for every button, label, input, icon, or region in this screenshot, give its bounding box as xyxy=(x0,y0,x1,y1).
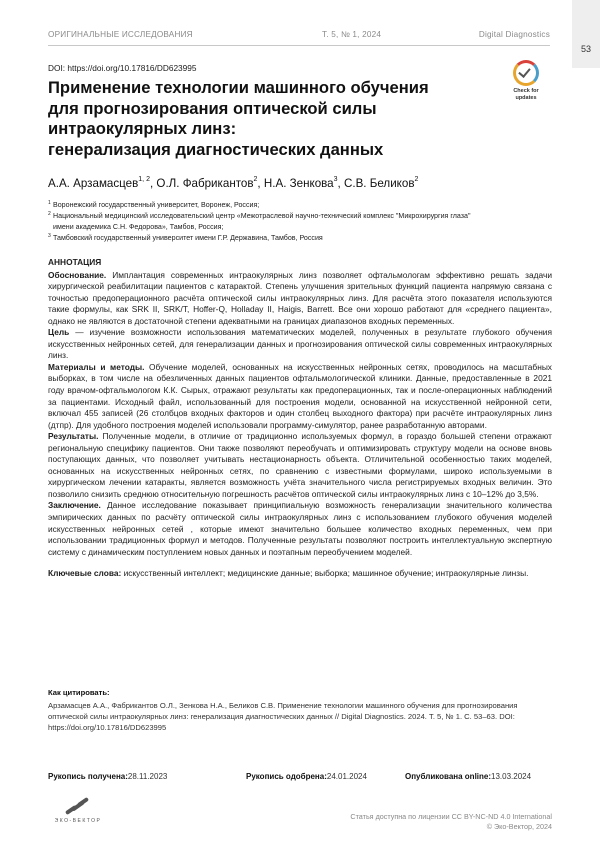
abstract-conclusion: Заключение. Данное исследование показывает принципиальную возможность генерализации значительного количества эмпирических данных по расчёту оптической силы интраокулярных линз с использованием глубокого обучения моделей искусственных нейронных сетей , которые имеют значительно большее количество входных переменных, чем при использовании традиционных формул и методов. Полученные результаты позволяют построить интеллектуальную экспертную систему с динамическим поступлением новых данных и поэтапным переобучением моделей. xyxy=(48,500,552,557)
author-name: О.Л. Фабрикантов xyxy=(156,177,254,190)
license-text[interactable]: Статья доступна по лицензии CC BY-NC-ND 4.0 International xyxy=(350,812,552,821)
title-line: интраокулярных линз: xyxy=(48,119,237,138)
manuscript-dates xyxy=(48,772,552,784)
journal-name: Digital Diagnostics xyxy=(478,30,550,39)
abstract-background: Обоснование. Имплантация современных интраокулярных линз позволяет офтальмологам эффективно решать задачи хирургической реабилитации пациентов с катарактой. Степень улучшения зрительных функций пациента напрямую связана с точностью предоперационного расчёта оптической силы интраокулярных линз. Для расчёта этого показателя используются такие формулы, как SRK II, SRK/T, Hoffer-Q, Holladay II, Haigis, Barrett. Все они хорошо работают для «среднего пациента», однако не являются в достаточной степени адекватными на границах диапазонов входных переменных. xyxy=(48,269,552,326)
author-name: Н.А. Зенкова xyxy=(263,177,334,190)
publisher-logo xyxy=(48,798,108,828)
abstract-aim: Цель — изучение возможности использования математических моделей, полученных в результате глубокого обучения искусственных нейронных сетей, для генерализации данных и прогнозирования оптической силы современных интраокулярных линз. xyxy=(48,327,552,361)
affiliations xyxy=(48,200,550,244)
author-list: А.А. Арзамасцев$^{1, 2}$, О.Л. Фабрикантов$^2$, Н.А. Зенкова$^3$, С.В. Беликов$^2$ xyxy=(48,176,419,190)
title-line: для прогнозирования оптической силы xyxy=(48,98,377,118)
author-affil-ref: 2 xyxy=(414,176,419,183)
eco-vector-logo-icon xyxy=(65,798,89,816)
cite-heading: Как цитировать: xyxy=(48,688,110,697)
received-date: Рукопись получена: 28.11.2023 xyxy=(48,772,168,781)
abstract-methods: Материалы и методы. Обучение моделей, основанных на искусственных нейронных сетях, проводилось на масштабных выборках, в том числе на обезличенных данных пациентов офтальмологической клиники. Данные, предоставленные в 2021 году врачом-офтальмологом К.К. Сырых, отражают результаты как предоперационных, так и после-операционных наблюдений за пациентами. Исходный файл, использованный для построения модели, основанной на искусственной нейронной сети, включал 455 записей (26 столбцов входных факторов и один столбец выходного фактора) при расчёте интраокулярных линз (дтпр). Для удобного построения моделей использовали программу-симулятор, ранее разработанную авторами. xyxy=(48,361,552,430)
header-divider xyxy=(48,45,550,46)
abstract-heading: АННОТАЦИЯ xyxy=(48,257,102,267)
publisher-name: ЭКО-ВЕКТОР xyxy=(54,818,102,824)
section-label: ОРИГИНАЛЬНЫЕ ИССЛЕДОВАНИЯ xyxy=(48,30,193,39)
doi-link[interactable]: DOI: https://doi.org/10.17816/DD623995 xyxy=(48,63,197,73)
affiliation-item: 2 Национальный медицинский исследовательский центр «Межотраслевой научно-технический комплекс "Микрохирургия глаза" имени академика С.Н. Федорова», Тамбов, Россия; xyxy=(48,211,471,231)
article-title xyxy=(48,78,468,160)
published-date: Опубликована online: 13.03.2024 xyxy=(405,772,532,781)
volume-label: Т. 5, № 1, 2024 xyxy=(322,30,382,39)
title-line: Применение технологии машинного обучения xyxy=(48,78,429,97)
copyright-text: © Эко-Вектор, 2024 xyxy=(486,822,552,831)
check-updates-label: Check for updates xyxy=(513,88,539,101)
author-affil-ref: 3 xyxy=(333,176,338,183)
title-line: генерализация диагностических данных xyxy=(48,139,384,159)
check-updates-icon xyxy=(513,60,539,86)
abstract-results: Результаты. Полученные модели, в отличие от традиционно используемых формул, в гораздо большей степени отражают региональную специфику пациентов. Они также позволяют переобучать и оптимизировать структуру модели на основе вновь поступающих данных, что позволяет учитывать нестационарность объекта. Отличительной особенностью таких моделей, основанных на искусственных нейронных сетях, по сравнению с известными формулами, широко используемыми в хирургическом лечении катаракты, является возможность учёта значительного числа регистрируемых входных величин. Это позволило снизить среднюю относительную погрешность расчётов оптической силы интраокулярных линз с 10–12% до 3,5%. xyxy=(48,431,552,499)
abstract xyxy=(48,257,552,580)
author-name: А.А. Арзамасцев xyxy=(48,177,139,190)
author-name: С.В. Беликов xyxy=(343,177,415,190)
page-number: 53 xyxy=(580,44,591,54)
running-header xyxy=(48,30,550,44)
affiliation-item: 3 Тамбовский государственный университет имени Г.Р. Державина, Тамбов, Россия xyxy=(48,233,323,242)
affiliation-item: 1 Воронежский государственный университет, Воронеж, Россия; xyxy=(48,200,260,209)
cite-text: Арзамасцев А.А., Фабрикантов О.Л., Зенкова Н.А., Беликов С.В. Применение технологии машинного обучения для прогнозирования оптической силы интраокулярных линз: генерализация диагностических данных // Digital Diagnostics. 2024. Т. 5, № 1. С. 53–63. DOI: https://doi.org/10.17816/DD623995 xyxy=(48,701,518,732)
author-affil-ref: 1, 2 xyxy=(138,176,150,183)
author-affil-ref: 2 xyxy=(253,176,258,183)
accepted-date: Рукопись одобрена: 24.01.2024 xyxy=(246,772,367,781)
license-info xyxy=(252,812,552,832)
check-for-updates-badge[interactable] xyxy=(506,60,546,104)
how-to-cite xyxy=(48,687,552,733)
keywords: Ключевые слова: искусственный интеллект; медицинские данные; выборка; машинное обучение; интраокулярные линзы. xyxy=(48,568,529,579)
page-tab xyxy=(572,0,600,68)
